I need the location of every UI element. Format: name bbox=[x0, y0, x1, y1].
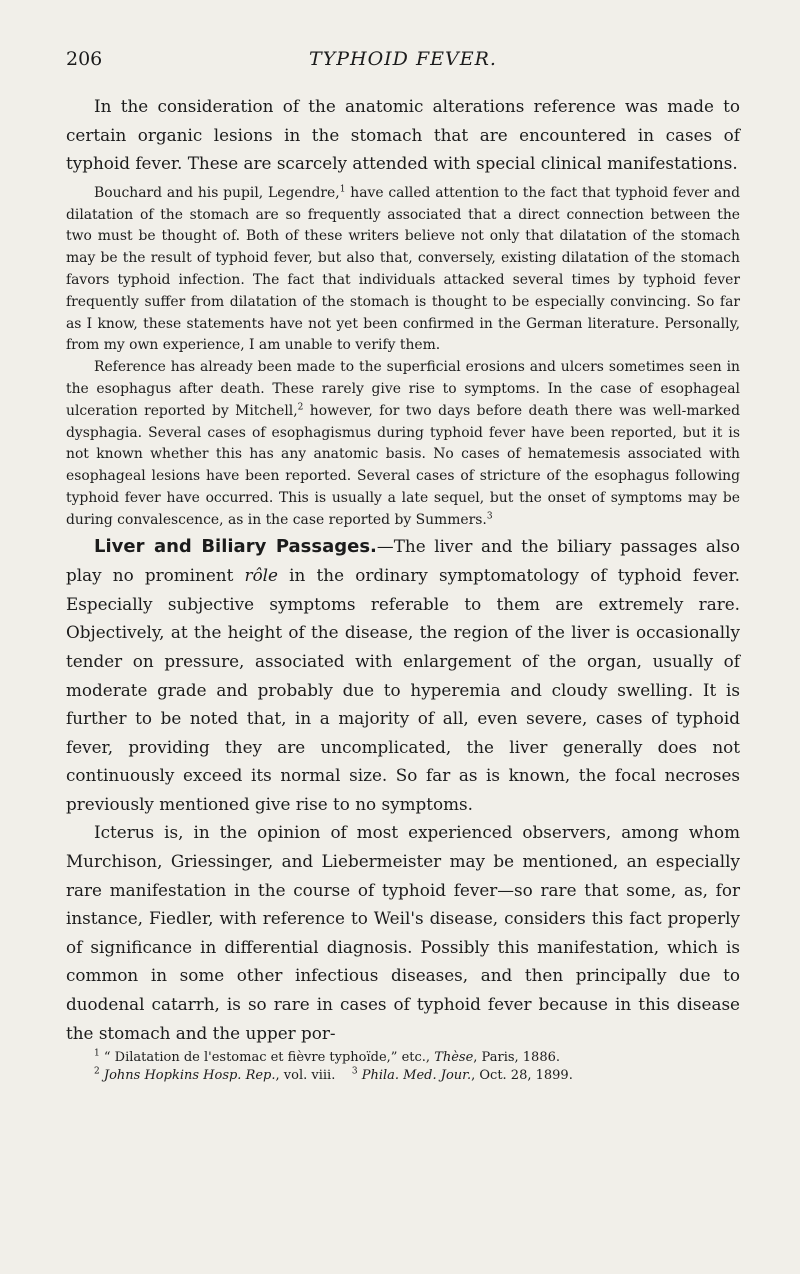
liver-section bbox=[66, 532, 740, 1048]
running-head: TYPHOID FEVER. bbox=[309, 48, 497, 70]
liver-text-a: —The liver and the biliary passages also play no prominent bbox=[66, 535, 740, 586]
paragraph-esophagus bbox=[66, 357, 740, 531]
bouchard-text-b: have called attention to the fact that typhoid fever and dilatation of the stomach are so frequently associated that a direct connection between the two must be thought of. Both of these writers believe not only that dilatation of the stomach may be the result of typhoid fever, but also that, conversely, existing dilatation of the stomach favors typhoid infection. The fact that individuals attacked several times by typhoid fever frequently suffer from dilatation of the stomach is thought to be especially convincing. So far as I know, these statements have not yet been confirmed in the German literature. Personally, from my own experience, I am unable to verify them. bbox=[66, 184, 740, 354]
section-heading-liver: Liver and Biliary Passages. bbox=[94, 535, 377, 557]
footnote-1-text: “ Dilatation de l'estomac et fièvre typhoïde,” etc., bbox=[99, 1050, 435, 1066]
paragraph-intro: In the consideration of the anatomic alterations reference was made to certain organic lesions in the stomach that are encountered in cases of typhoid fever. These are scarcely attended with special clinical manifestations. bbox=[66, 96, 740, 174]
page-number: 206 bbox=[66, 48, 103, 70]
footnote-ref-3: 3 bbox=[486, 511, 493, 522]
footnote-3-mark: 3 bbox=[351, 1066, 358, 1077]
footnote-2-mark: 2 bbox=[94, 1066, 100, 1077]
paragraph-liver bbox=[66, 532, 740, 819]
bouchard-text-a: Bouchard and his pupil, Legendre, bbox=[94, 184, 340, 201]
esophagus-text-a: Reference has already been made to the superficial erosions and ulcers sometimes seen in the esophagus after death. These rarely give rise to symptoms. In the case of esophageal ulceration reported by Mitchell, bbox=[66, 359, 740, 419]
footnotes bbox=[66, 1049, 740, 1085]
footnote-1 bbox=[94, 1049, 740, 1067]
footnote-1-end: , Paris, 1886. bbox=[473, 1050, 560, 1066]
liver-role-italic: rôle bbox=[244, 565, 278, 586]
footnote-ref-2: 2 bbox=[297, 402, 304, 413]
footnote-3-italic: Phila. Med. Jour. bbox=[357, 1068, 472, 1084]
footnote-1-mark: 1 bbox=[94, 1048, 100, 1059]
small-type-section bbox=[66, 183, 740, 532]
liver-text-b: in the ordinary symptomatology of typhoid fever. Especially subjective symptoms referable to them are extremely rare. Objectively, at the height of the disease, the region of the liver is occasionally tender on pressure, associated with enlargement of the organ, usually of moderate grade and probably due to hyperemia and cloudy swelling. It is further to be noted that, in a majority of all, even severe, cases of typhoid fever, providing they are uncomplicated, the liver generally does not continuously exceed its normal size. So far as is known, the focal necroses previously mentioned give rise to no symptoms. bbox=[66, 565, 740, 814]
paragraph-bouchard bbox=[66, 183, 740, 357]
intro-section bbox=[66, 92, 740, 178]
footnote-2-end: , vol. viii. bbox=[275, 1068, 336, 1084]
footnote-2-italic: Johns Hopkins Hosp. Rep. bbox=[99, 1068, 276, 1084]
footnote-3-end: , Oct. 28, 1899. bbox=[471, 1068, 573, 1084]
footnote-1-italic: Thèse bbox=[434, 1050, 474, 1066]
paragraph-icterus: Icterus is, in the opinion of most experienced observers, among whom Murchison, Griessinger, and Liebermeister may be mentioned, an especially rare manifestation in the course of typhoid fever—so rare that some, as, for instance, Fiedler, with reference to Weil's disease, considers this fact properly of significance in differential diagnosis. Possibly this manifestation, which is common in some other infectious diseases, and then principally due to duodenal catarrh, is so rare in cases of typhoid fever because in this disease the stomach and the upper por- bbox=[66, 822, 740, 1043]
footnote-ref-1: 1 bbox=[339, 184, 346, 195]
footnote-2-3 bbox=[94, 1067, 740, 1085]
esophagus-text-b: however, for two days before death there was well-marked dysphagia. Several cases of esophagismus during typhoid fever have been reported, but it is not known whether this has any anatomic basis. No cases of hematemesis associated with esophageal lesions have been reported. Several cases of stricture of the esophagus following typhoid fever have occurred. This is usually a late sequel, but the onset of symptoms may be during convalescence, as in the case reported by Summers. bbox=[66, 402, 740, 528]
page-header bbox=[66, 48, 740, 78]
